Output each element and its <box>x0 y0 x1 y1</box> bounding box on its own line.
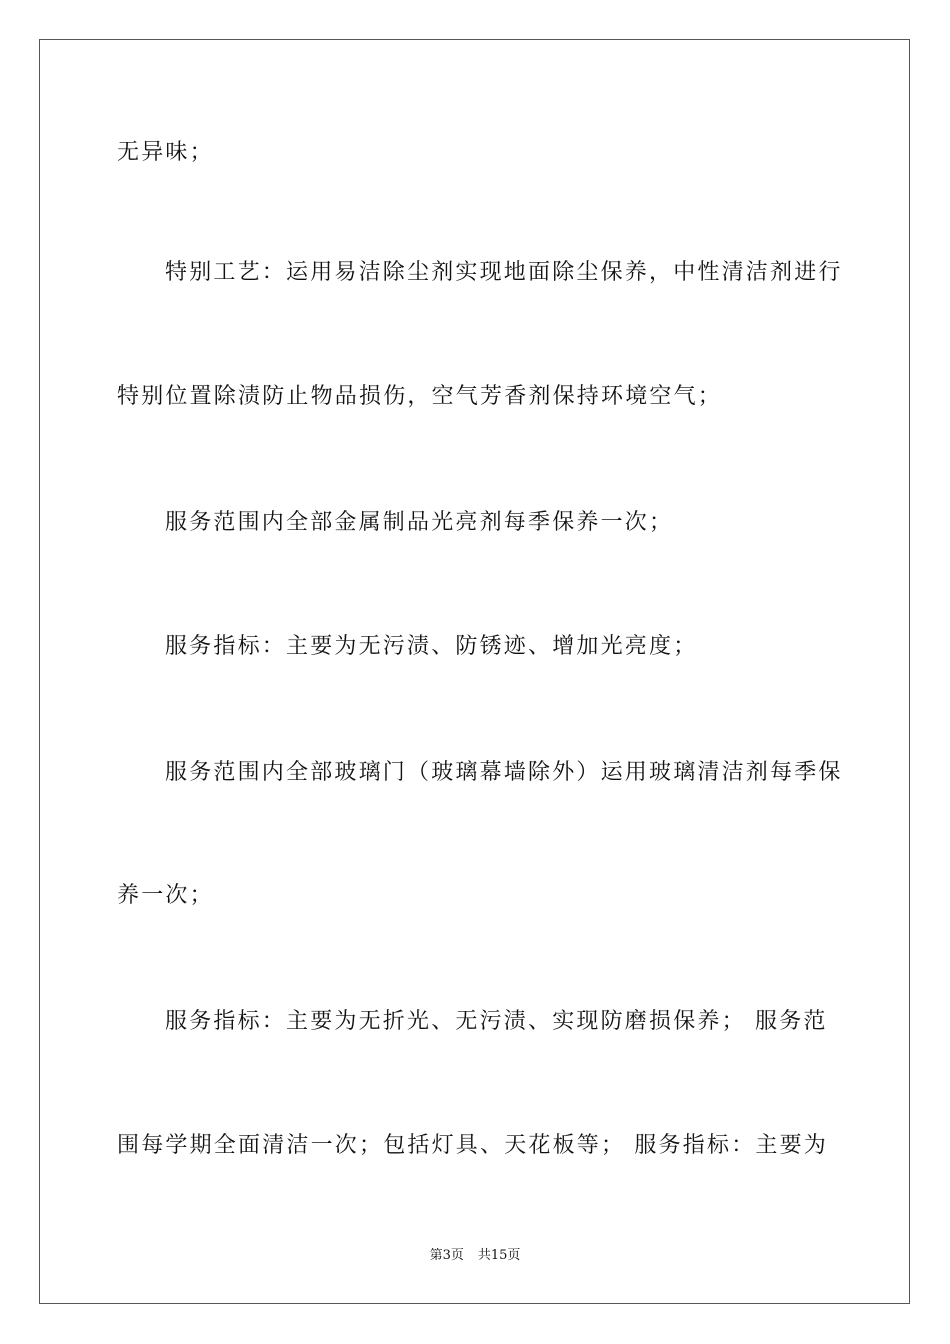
body-line-9: 围每学期全面清洁一次；包括灯具、天花板等； 服务指标：主要为 <box>117 1133 828 1158</box>
body-line-8: 服务指标：主要为无折光、无污渍、实现防磨损保养； 服务范 <box>165 1009 828 1034</box>
page-number: 第3页 <box>429 1248 464 1263</box>
page-frame <box>39 39 910 1304</box>
page-total: 共15页 <box>477 1248 521 1263</box>
body-line-6: 服务范围内全部玻璃门（玻璃幕墙除外）运用玻璃清洁剂每季保 <box>165 760 843 785</box>
body-line-4: 服务范围内全部金属制品光亮剂每季保养一次； <box>165 510 674 535</box>
body-line-5: 服务指标：主要为无污渍、防锈迹、增加光亮度； <box>165 634 698 659</box>
page-footer <box>0 1247 950 1265</box>
body-line-1: 无异味； <box>117 140 214 165</box>
body-line-7: 养一次； <box>117 883 214 908</box>
body-line-3: 特别位置除渍防止物品损伤，空气芳香剂保持环境空气； <box>117 384 723 409</box>
body-line-2: 特别工艺：运用易洁除尘剂实现地面除尘保养，中性清洁剂进行 <box>165 260 843 285</box>
